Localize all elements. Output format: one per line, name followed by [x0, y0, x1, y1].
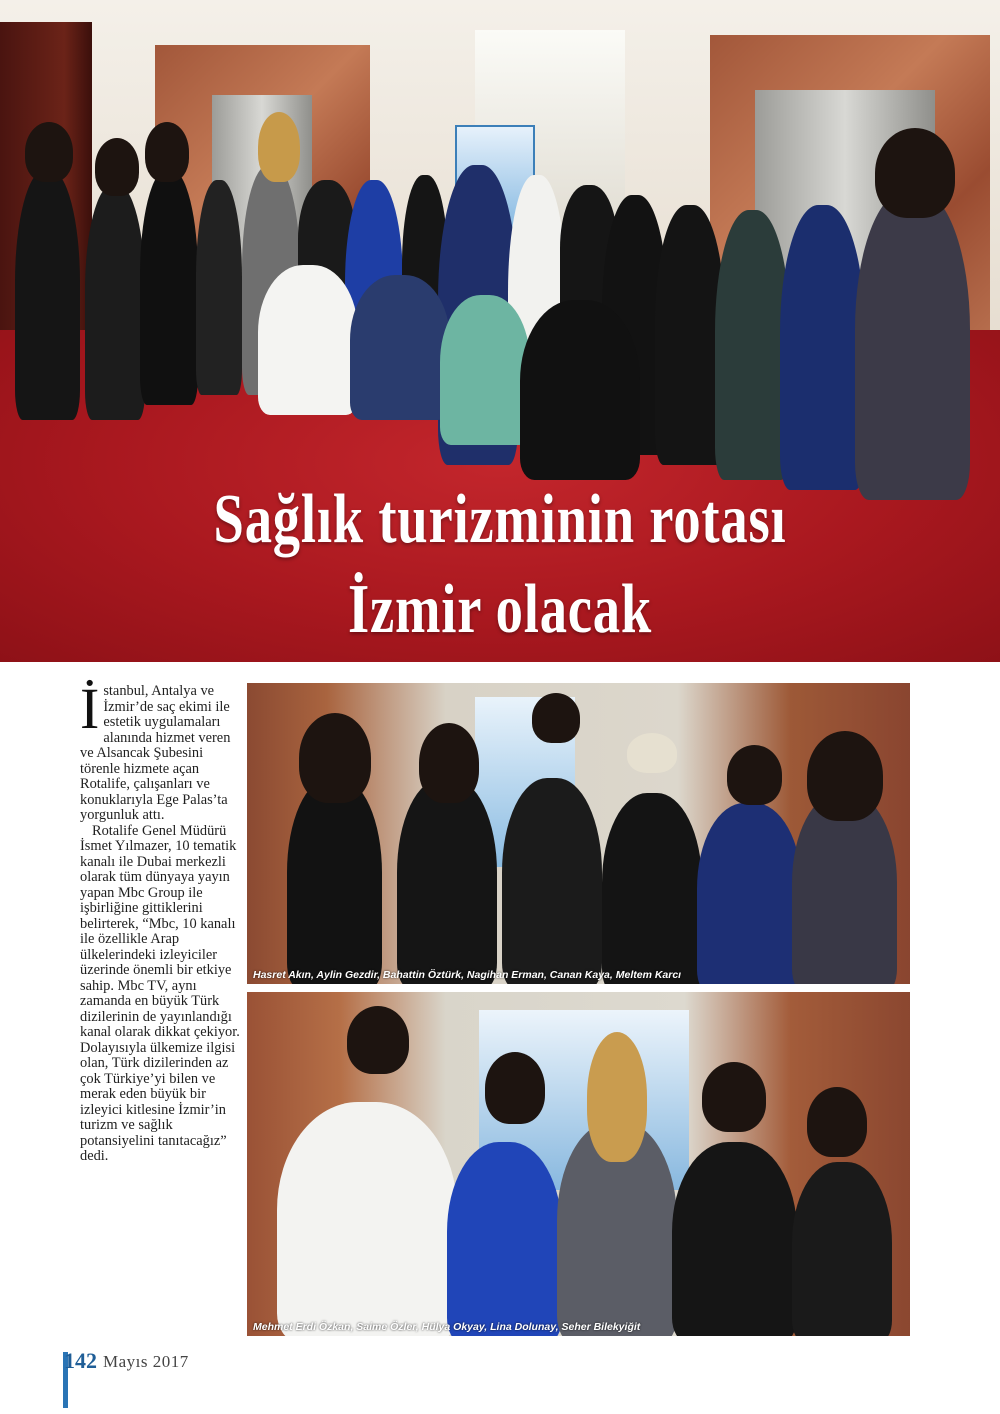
person-hair	[727, 745, 782, 805]
person-figure	[447, 1142, 562, 1336]
hero-photo	[0, 0, 1000, 662]
photo-caption: Mehmet Erdi Özkan, Saime Özler, Hülya Okyay, Lina Dolunay, Seher Bilekyiğit	[253, 1321, 641, 1333]
person-hair	[25, 122, 73, 182]
article-body	[80, 676, 240, 1165]
person-hair	[807, 731, 883, 821]
person-figure	[15, 170, 80, 420]
drop-cap: İ	[80, 676, 100, 741]
person-figure	[602, 793, 702, 984]
person-hair	[347, 1006, 409, 1074]
person-figure	[287, 778, 382, 984]
person-hair	[258, 112, 300, 182]
group-photo-2	[247, 992, 910, 1336]
person-figure	[140, 170, 198, 405]
issue-date: Mayıs 2017	[103, 1352, 189, 1371]
person-figure	[440, 295, 530, 445]
person-hair	[95, 138, 139, 196]
person-figure	[502, 778, 602, 984]
person-hair	[485, 1052, 545, 1124]
article-paragraph: Rotalife Genel Müdürü İsmet Yılmazer, 10 tematik kanalı ile Dubai merkezli olarak tüm dünyaya yayın yapan Mbc Group ile işbirliğine gittiklerini belirterek, “Mbc, 10 kanalı ile özellikle Arap ülkelerindeki izleyiciler üzerinde önemli bir etkiye sahip. Mbc TV, aynı zamanda en büyük Türk dizilerinin de yayınlandığı kanal olarak dikkat çekiyor. Dolayısıyla ülkemize ilgisi olan, Türk dizilerinden az çok Türkiye’yi bilen ve merak eden büyük bir izleyici kitlesine İzmir’in turizm ve sağlık potansiyelini tanıtacağız” dedi.	[80, 822, 240, 1164]
headline-line-2: İzmir olacak	[347, 571, 653, 648]
headline-line-1: Sağlık turizminin rotası	[213, 481, 787, 558]
person-figure	[277, 1102, 457, 1336]
person-figure	[715, 210, 790, 480]
person-hair	[587, 1032, 647, 1162]
person-hair	[299, 713, 371, 803]
person-figure	[697, 803, 802, 984]
person-figure	[792, 1162, 892, 1336]
person-figure	[855, 190, 970, 500]
person-figure	[350, 275, 450, 420]
person-hair	[875, 128, 955, 218]
person-figure	[196, 180, 242, 395]
person-hair	[702, 1062, 766, 1132]
person-figure	[792, 793, 897, 984]
person-hair	[419, 723, 479, 803]
article-paragraph	[80, 676, 240, 824]
person-figure	[85, 185, 145, 420]
person-hair	[532, 693, 580, 743]
person-figure	[672, 1142, 797, 1336]
person-figure	[397, 778, 497, 984]
person-hair	[145, 122, 189, 182]
person-hair	[627, 733, 677, 773]
person-hair	[807, 1087, 867, 1157]
person-figure	[520, 300, 640, 480]
paragraph-text: stanbul, Antalya ve İzmir’de saç ekimi ile estetik uygulamaları alanında hizmet veren ve Alsancak Şubesini törenle hizmete açan Rotalife, çalışanları ve konuklarıyla Ege Palas’ta yorgunluk attı.	[80, 683, 231, 823]
person-figure	[780, 205, 865, 490]
page-number: 142	[64, 1348, 97, 1373]
photo-caption: Hasret Akın, Aylin Gezdir, Bahattin Öztürk, Nagihan Erman, Canan Kaya, Meltem Karcı	[253, 969, 682, 981]
person-figure	[258, 265, 358, 415]
group-photo-1	[247, 683, 910, 984]
